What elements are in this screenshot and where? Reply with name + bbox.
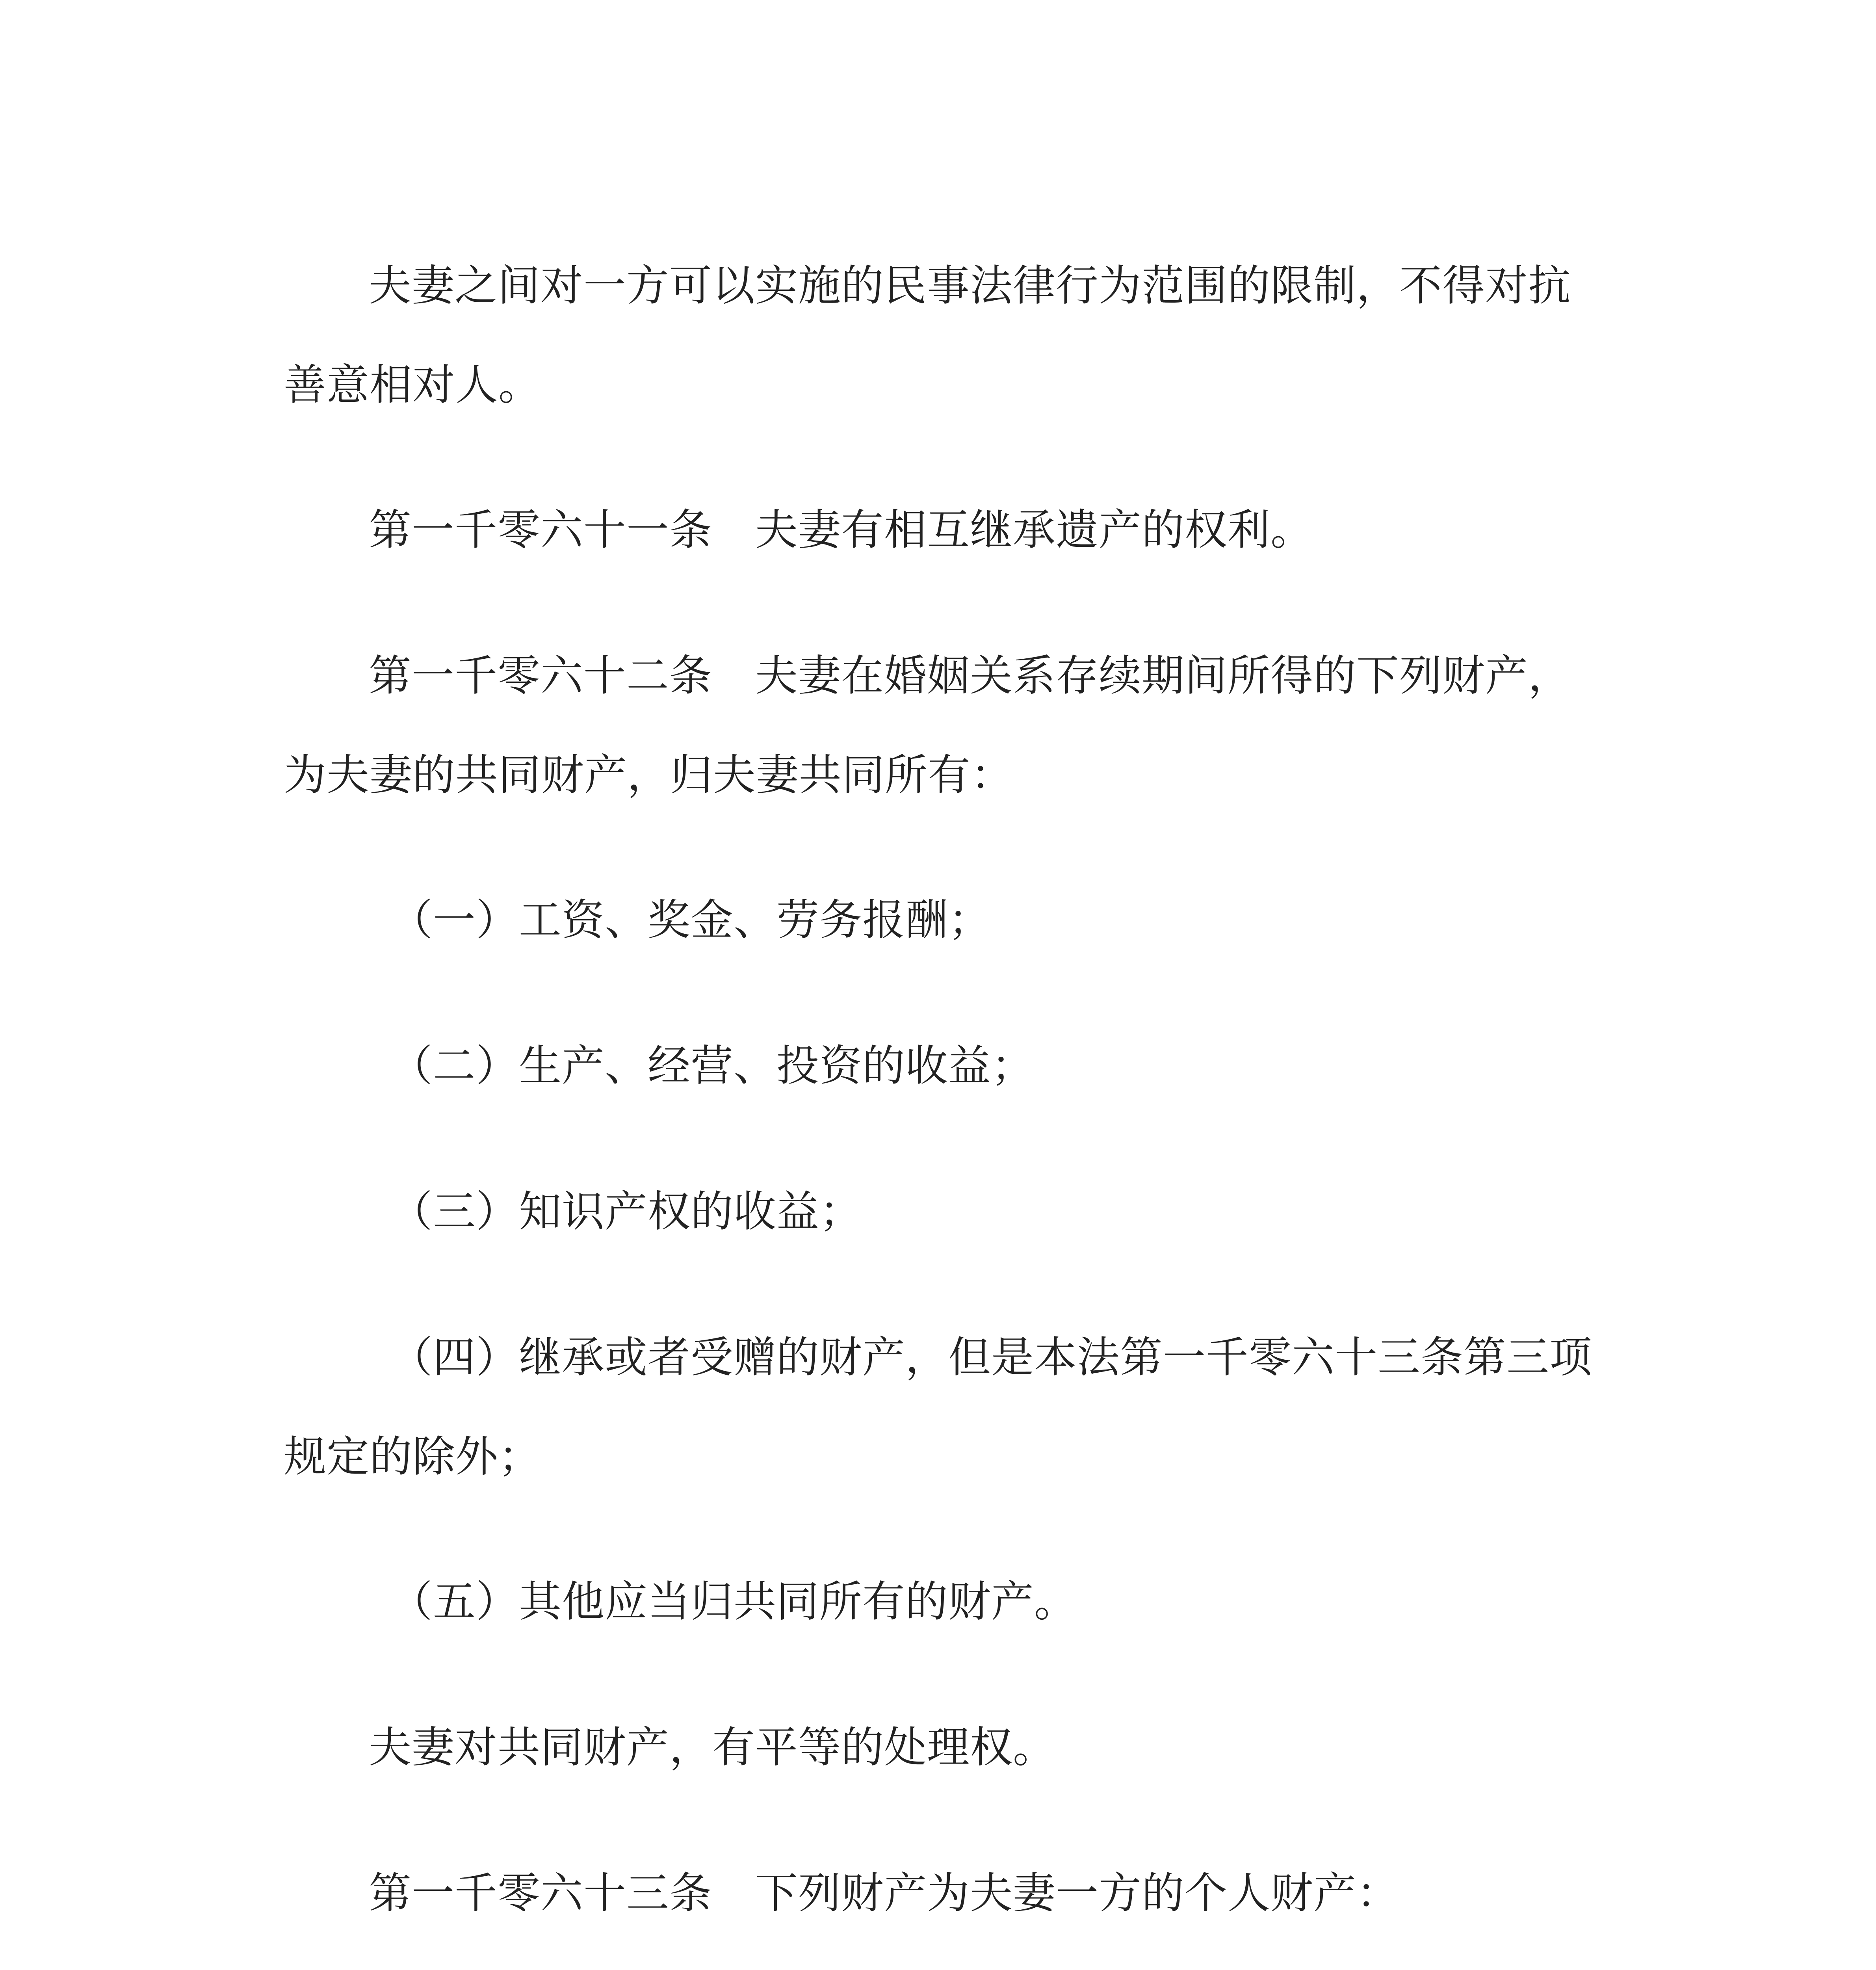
list-item-1062-2: （二）生产、经营、投资的收益； — [390, 1041, 1035, 1091]
list-item-1062-1: （一）工资、奖金、劳务报酬； — [390, 896, 992, 945]
paragraph-equal-disposal: 夫妻对共同财产，有平等的处理权。 — [369, 1723, 1056, 1772]
list-item-1062-3: （三）知识产权的收益； — [390, 1187, 863, 1236]
paragraph-spouse-restriction: 夫妻之间对一方可以实施的民事法律行为范围的限制，不得对抗善意相对人。 — [284, 261, 1571, 410]
article-1063: 第一千零六十三条 下列财产为夫妻一方的个人财产： — [369, 1869, 1400, 1918]
list-item-1062-4: （四）继承或者受赠的财产，但是本法第一千零六十三条第三项规定的除外； — [284, 1333, 1593, 1481]
article-1061: 第一千零六十一条 夫妻有相互继承遗产的权利。 — [369, 506, 1314, 555]
article-1062: 第一千零六十二条 夫妻在婚姻关系存续期间所得的下列财产，为夫妻的共同财产，归夫妻共同所有： — [284, 651, 1571, 800]
list-item-1062-5: （五）其他应当归共同所有的财产。 — [390, 1577, 1077, 1626]
